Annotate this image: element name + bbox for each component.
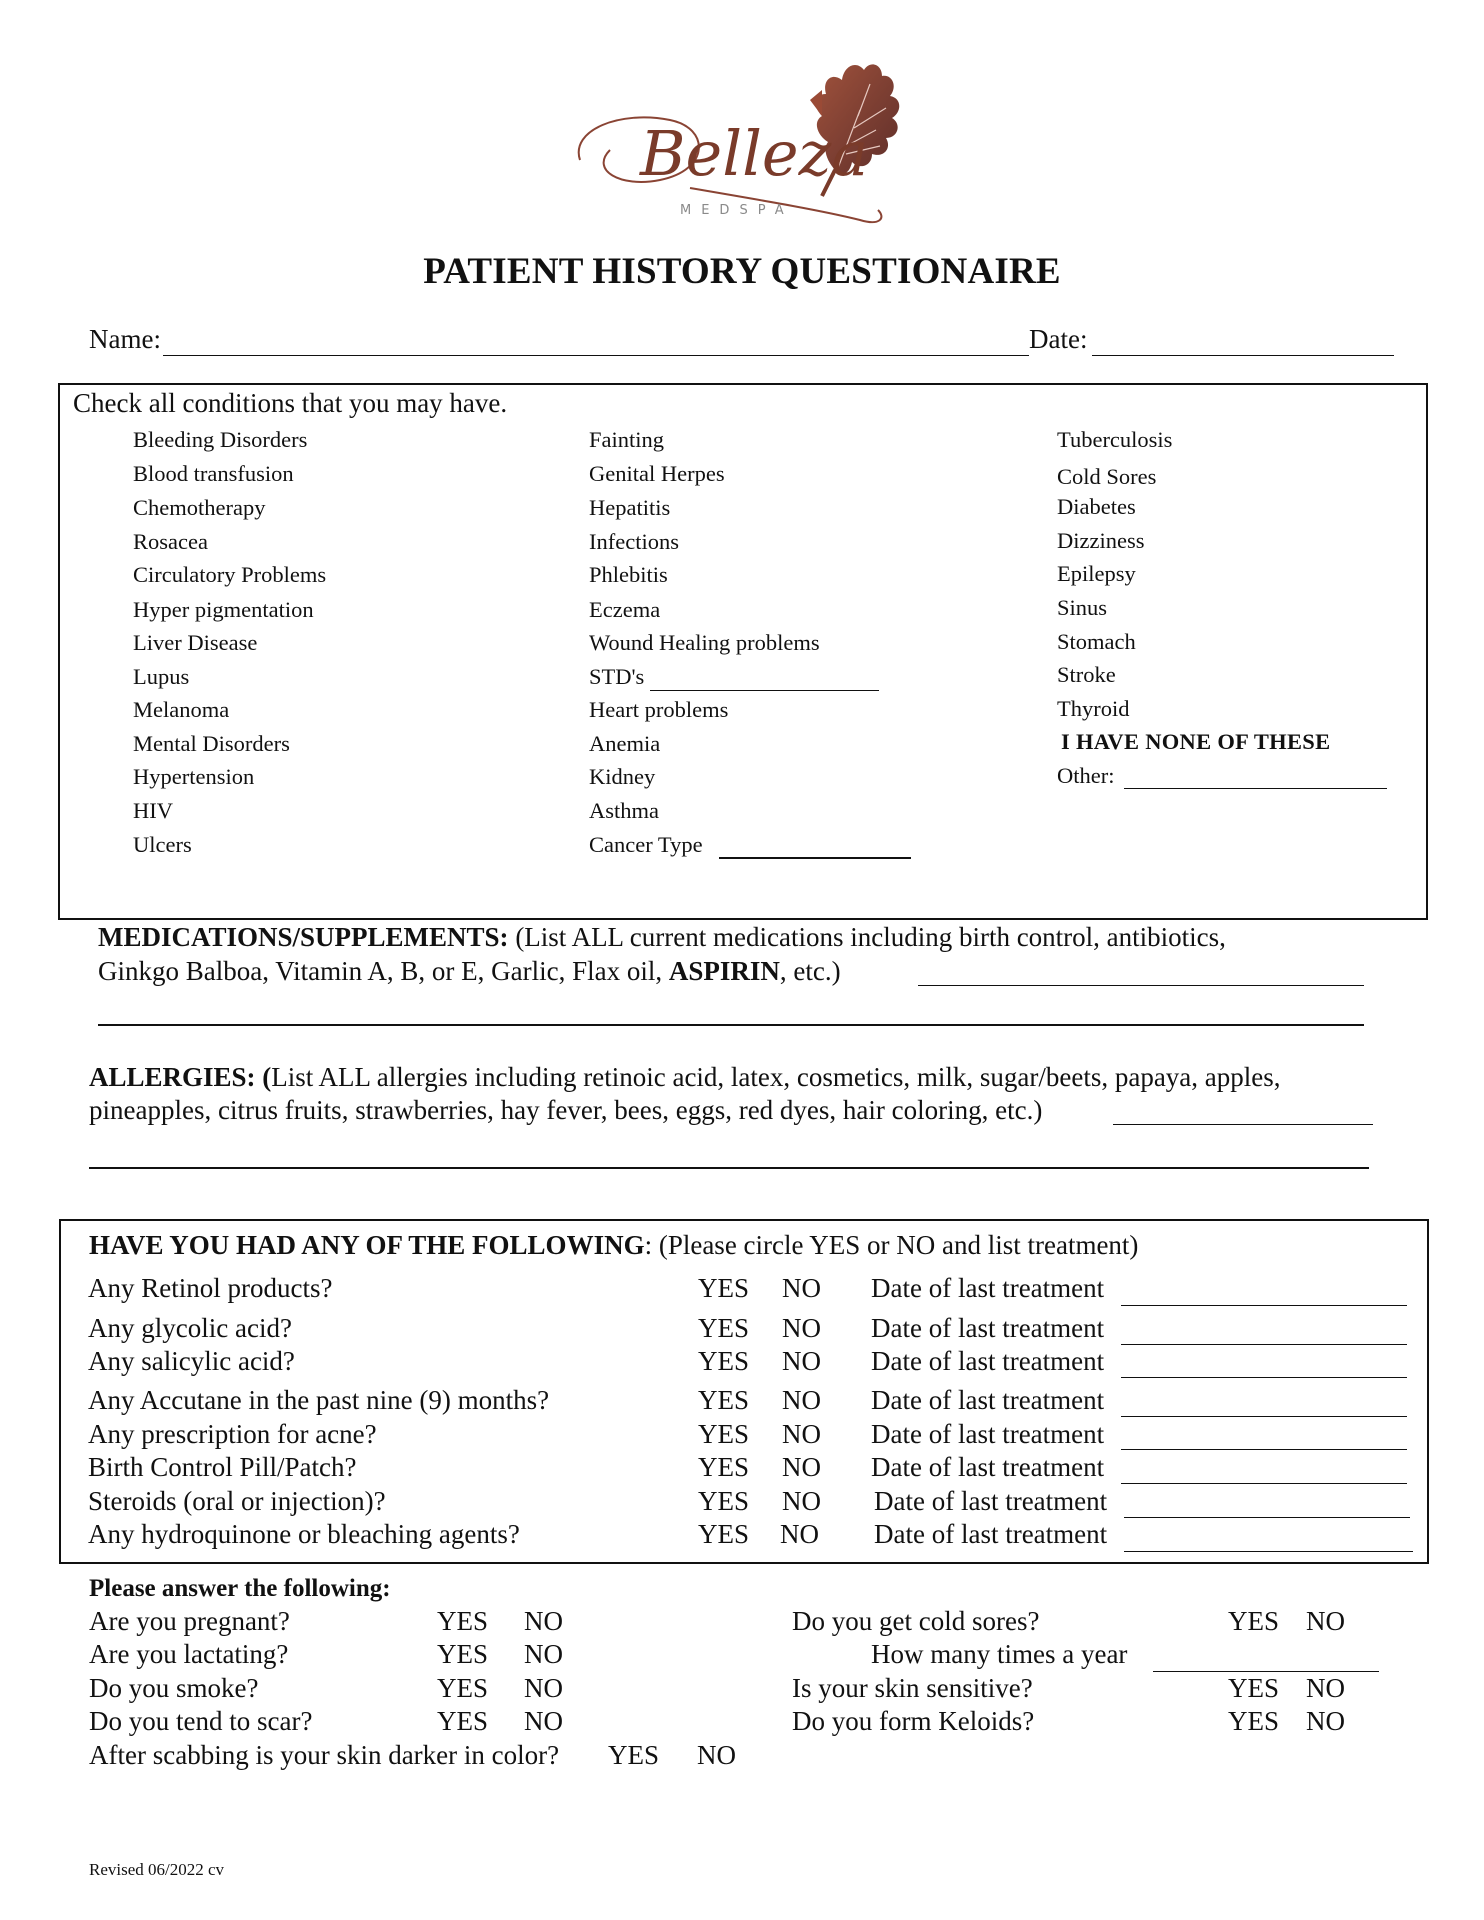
date-label: Date of last treatment [871,1419,1105,1449]
date-label: Date of last treatment [871,1346,1105,1376]
yes-option[interactable]: YES [698,1419,750,1449]
treatment-date-field[interactable] [1121,1344,1407,1345]
cancer-type-field[interactable] [719,857,911,859]
yes-option[interactable]: YES [1228,1706,1280,1736]
times-a-year-field[interactable] [1153,1671,1379,1672]
question-pregnant: Are you pregnant? [89,1606,290,1636]
no-option[interactable]: NO [524,1639,563,1669]
treatments-heading [89,1230,1138,1261]
treatment-question: Any Retinol products? [88,1273,333,1303]
medications-instructions: (List ALL current medications including birth control, antibiotics, [508,922,1226,952]
yes-option[interactable]: YES [437,1706,489,1736]
condition-item[interactable]: STD's [589,664,645,689]
yes-option[interactable]: YES [698,1313,750,1343]
medications-examples: Ginkgo Balboa, Vitamin A, B, or E, Garlic, Flax oil, [98,956,669,986]
allergies-examples: pineapples, citrus fruits, strawberries, hay fever, bees, eggs, red dyes, hair coloring, etc.) [89,1095,1043,1125]
condition-item[interactable]: Epilepsy [1057,561,1136,586]
date-label: Date of last treatment [871,1452,1105,1482]
no-option[interactable]: NO [697,1740,736,1770]
medications-examples-end: , etc.) [779,956,841,986]
condition-item[interactable]: Sinus [1057,595,1108,620]
yes-option[interactable]: YES [698,1452,750,1482]
std-field[interactable] [650,690,879,691]
date-label: Date of last treatment [871,1313,1105,1343]
condition-item[interactable]: Fainting [589,427,665,452]
no-option[interactable]: NO [782,1273,821,1303]
yes-option[interactable]: YES [437,1673,489,1703]
condition-item[interactable]: Wound Healing problems [589,630,820,655]
allergies-field-line-1[interactable] [1113,1124,1373,1125]
treatment-date-field[interactable] [1124,1551,1413,1552]
treatment-question: Any salicylic acid? [88,1346,295,1376]
conditions-heading: Check all conditions that you may have. [73,388,508,418]
yes-option[interactable]: YES [1228,1606,1280,1636]
medications-field-line-2[interactable] [98,1024,1364,1026]
yes-option[interactable]: YES [698,1519,750,1549]
yes-option[interactable]: YES [437,1606,489,1636]
treatments-heading-instructions: : (Please circle YES or NO and list treatment) [644,1230,1139,1260]
treatment-question: Birth Control Pill/Patch? [88,1452,357,1482]
answers-heading: Please answer the following: [89,1575,391,1602]
question-scabbing: After scabbing is your skin darker in color? [89,1740,560,1770]
condition-item[interactable]: Cancer Type [589,832,703,857]
medications-line-1 [98,922,1226,953]
yes-option[interactable]: YES [698,1346,750,1376]
condition-item[interactable]: Asthma [589,798,659,823]
question-smoke: Do you smoke? [89,1673,259,1703]
yes-option[interactable]: YES [437,1639,489,1669]
allergies-line-1 [89,1062,1281,1093]
treatment-date-field[interactable] [1121,1416,1407,1417]
condition-item[interactable]: Lupus [133,664,190,689]
question-scar: Do you tend to scar? [89,1706,313,1736]
brand-tagline: MEDSPA [680,203,794,218]
condition-item[interactable]: Cold Sores [1057,464,1157,489]
none-of-these-option[interactable]: I HAVE NONE OF THESE [1061,729,1331,754]
condition-item[interactable]: Thyroid [1057,696,1130,721]
yes-option[interactable]: YES [698,1273,750,1303]
condition-item[interactable]: Blood transfusion [133,461,294,486]
condition-item[interactable]: Melanoma [133,697,230,722]
question-skin-sensitive: Is your skin sensitive? [792,1673,1033,1703]
date-field[interactable] [1092,355,1394,356]
treatment-date-field[interactable] [1124,1517,1410,1518]
other-field[interactable] [1124,788,1387,789]
condition-item[interactable]: HIV [133,798,173,823]
no-option[interactable]: NO [782,1385,821,1415]
treatment-date-field[interactable] [1121,1449,1407,1450]
condition-item[interactable]: Circulatory Problems [133,562,327,587]
treatments-heading-bold: HAVE YOU HAD ANY OF THE FOLLOWING [89,1230,645,1260]
no-option[interactable]: NO [782,1313,821,1343]
condition-item[interactable]: Stroke [1057,662,1116,687]
allergies-field-line-2[interactable] [89,1167,1369,1169]
allergies-line-2 [89,1095,1042,1126]
condition-item[interactable]: Heart problems [589,697,729,722]
no-option[interactable]: NO [1306,1706,1345,1736]
condition-item[interactable]: Phlebitis [589,562,668,587]
treatment-question: Any glycolic acid? [88,1313,292,1343]
no-option[interactable]: NO [524,1673,563,1703]
treatment-question: Any hydroquinone or bleaching agents? [88,1519,520,1549]
yes-option[interactable]: YES [698,1385,750,1415]
no-option[interactable]: NO [524,1606,563,1636]
medications-label: MEDICATIONS/SUPPLEMENTS: [98,922,509,952]
question-lactating: Are you lactating? [89,1639,289,1669]
name-field[interactable] [163,355,1029,356]
allergies-instructions: List ALL allergies including retinoic acid, latex, cosmetics, milk, sugar/beets, papaya, apples, [271,1062,1281,1092]
date-label: Date of last treatment [871,1385,1105,1415]
no-option[interactable]: NO [782,1486,821,1516]
condition-item[interactable]: Stomach [1057,629,1136,654]
no-option[interactable]: NO [782,1452,821,1482]
no-option[interactable]: NO [1306,1606,1345,1636]
date-label: Date of last treatment [874,1486,1108,1516]
condition-item[interactable]: Ulcers [133,832,192,857]
condition-item[interactable]: Liver Disease [133,630,258,655]
leaf-icon [560,50,910,240]
page-title: PATIENT HISTORY QUESTIONAIRE [423,251,1061,292]
brand-wordmark: Belleza [640,117,869,190]
condition-item[interactable]: Kidney [589,764,656,789]
question-keloids: Do you form Keloids? [792,1706,1035,1736]
yes-option[interactable]: YES [698,1486,750,1516]
no-option[interactable]: NO [782,1419,821,1449]
date-label: Date: [1029,324,1088,354]
date-label: Date of last treatment [874,1519,1108,1549]
question-cold-sores: Do you get cold sores? [792,1606,1040,1636]
condition-item[interactable]: Hypertension [133,764,255,789]
condition-item[interactable]: Diabetes [1057,494,1136,519]
no-option[interactable]: NO [524,1706,563,1736]
medications-line-2 [98,956,841,987]
condition-item[interactable]: Hyper pigmentation [133,597,314,622]
treatment-question: Any Accutane in the past nine (9) months? [88,1385,550,1415]
condition-item[interactable]: Infections [589,529,679,554]
condition-item[interactable]: Hepatitis [589,495,671,520]
no-option[interactable]: NO [782,1346,821,1376]
no-option[interactable]: NO [1306,1673,1345,1703]
date-label: Date of last treatment [871,1273,1105,1303]
condition-item[interactable]: Genital Herpes [589,461,725,486]
yes-option[interactable]: YES [608,1740,660,1770]
name-label: Name: [89,324,161,354]
yes-option[interactable]: YES [1228,1673,1280,1703]
condition-item[interactable]: Anemia [589,731,661,756]
allergies-label: ALLERGIES: ( [89,1062,272,1092]
condition-item[interactable]: Chemotherapy [133,495,266,520]
condition-item[interactable]: Rosacea [133,529,208,554]
treatment-date-field[interactable] [1121,1377,1407,1378]
question-times-a-year: How many times a year [871,1639,1128,1669]
aspirin-emphasis: ASPIRIN [668,956,780,986]
treatment-date-field[interactable] [1121,1305,1407,1306]
revision-note: Revised 06/2022 cv [89,1860,225,1879]
condition-item[interactable]: Bleeding Disorders [133,427,308,452]
treatment-date-field[interactable] [1121,1483,1407,1484]
condition-item-other[interactable]: Other: [1057,763,1115,788]
condition-item[interactable]: Tuberculosis [1057,427,1173,452]
treatment-question: Steroids (oral or injection)? [88,1486,386,1516]
condition-item[interactable]: Eczema [589,597,661,622]
condition-item[interactable]: Mental Disorders [133,731,290,756]
condition-item[interactable]: Dizziness [1057,528,1145,553]
treatment-question: Any prescription for acne? [88,1419,377,1449]
medications-field-line-1[interactable] [918,985,1364,986]
no-option[interactable]: NO [780,1519,819,1549]
belleza-logo [560,50,910,240]
